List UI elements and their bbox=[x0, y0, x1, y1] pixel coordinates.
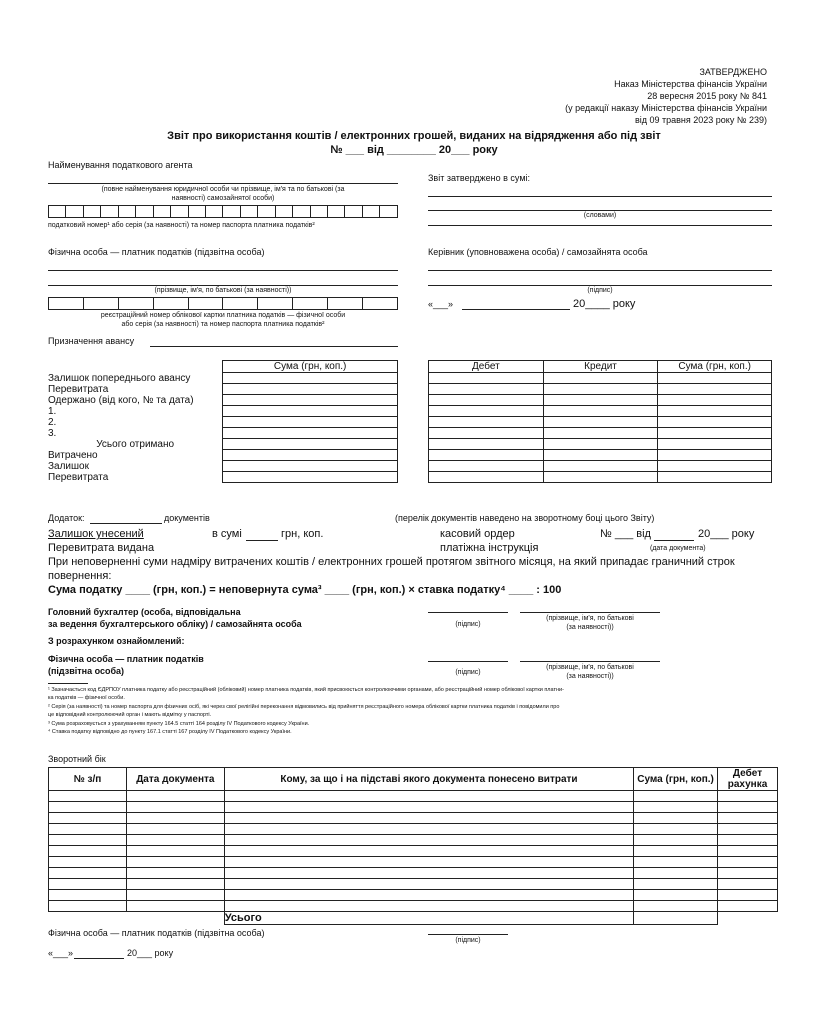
remainder-label: Залишок унесений bbox=[48, 528, 144, 540]
table-cell[interactable] bbox=[718, 846, 778, 857]
table-cell[interactable] bbox=[658, 439, 772, 450]
bottom-person-label: Фізична особа — платник податків (підзвітна особа) bbox=[48, 928, 265, 938]
table-cell[interactable] bbox=[49, 813, 127, 824]
accountant-name-line[interactable] bbox=[520, 612, 660, 613]
table-cell[interactable] bbox=[718, 824, 778, 835]
attachment-note: (перелік документів наведено на зворотному боці цього Звіту) bbox=[395, 513, 655, 523]
table-row: Усього отримано bbox=[48, 439, 223, 450]
table-cell[interactable] bbox=[224, 824, 633, 835]
table-cell[interactable] bbox=[658, 428, 772, 439]
approval-line: Наказ Міністерства фінансів України bbox=[614, 79, 767, 89]
sum-header: Сума (грн, коп.) bbox=[223, 361, 398, 373]
table-cell[interactable] bbox=[49, 802, 127, 813]
person-line[interactable] bbox=[48, 285, 398, 286]
approval-block bbox=[565, 66, 767, 126]
table-cell[interactable] bbox=[634, 846, 718, 857]
acquainted-label: З розрахунком ознайомлений: bbox=[48, 636, 185, 646]
approved-sum-label: Звіт затверджено в сумі: bbox=[428, 173, 531, 183]
person-sign-label: (підзвітна особа) bbox=[48, 666, 125, 676]
table-cell[interactable] bbox=[224, 868, 633, 879]
table-cell[interactable] bbox=[49, 835, 127, 846]
table-cell[interactable] bbox=[718, 791, 778, 802]
person-line[interactable] bbox=[48, 270, 398, 271]
advance-purpose-line[interactable] bbox=[150, 346, 398, 347]
table-cell[interactable] bbox=[49, 846, 127, 857]
head-date-line[interactable] bbox=[462, 309, 570, 310]
bottom-sign-line[interactable] bbox=[428, 934, 508, 935]
table-cell[interactable] bbox=[543, 384, 658, 395]
table-cell[interactable] bbox=[126, 791, 224, 802]
table-row: Перевитрата bbox=[48, 472, 223, 483]
approval-line: (у редакції наказу Міністерства фінансів України bbox=[565, 103, 767, 113]
table-cell[interactable] bbox=[658, 461, 772, 472]
table-cell[interactable] bbox=[429, 384, 544, 395]
table-cell[interactable] bbox=[658, 406, 772, 417]
attachment-label: Додаток: bbox=[48, 513, 85, 523]
report-title: Звіт про використання коштів / електронних грошей, виданих на відрядження або під звіт bbox=[167, 130, 661, 142]
head-line[interactable] bbox=[428, 270, 772, 271]
table-cell[interactable] bbox=[634, 879, 718, 890]
table-cell[interactable] bbox=[634, 868, 718, 879]
footnote: ка податків — фізичної особи. bbox=[48, 695, 125, 702]
table-cell[interactable] bbox=[658, 384, 772, 395]
table-row: 1. bbox=[48, 406, 223, 417]
table-cell[interactable] bbox=[634, 890, 718, 901]
attachment-suffix: документів bbox=[164, 513, 210, 523]
total-label: Усього bbox=[224, 912, 633, 925]
remainder-sum-line[interactable] bbox=[246, 540, 278, 541]
credit-header: Кредит bbox=[543, 361, 658, 373]
table-cell[interactable] bbox=[634, 824, 718, 835]
document-date-caption: (дата документа) bbox=[650, 545, 706, 552]
table-cell[interactable] bbox=[543, 439, 658, 450]
person-reg-caption: реєстраційний номер облікової картки платника податків — фізичної особи bbox=[100, 312, 346, 319]
table-cell[interactable] bbox=[224, 846, 633, 857]
person-reg-caption: або серія (за наявності) та номер паспорта платника податків² bbox=[121, 321, 325, 328]
table-row: Одержано (від кого, № та дата) bbox=[48, 395, 223, 406]
bottom-sign-caption: (підпис) bbox=[455, 937, 481, 944]
table-cell[interactable] bbox=[543, 395, 658, 406]
table-cell[interactable] bbox=[543, 472, 658, 483]
table-row: Залишок попереднього авансу bbox=[48, 373, 223, 384]
table-cell[interactable] bbox=[658, 395, 772, 406]
attachment-count-line[interactable] bbox=[90, 523, 162, 524]
table-cell[interactable] bbox=[49, 857, 127, 868]
sum-cell[interactable] bbox=[223, 450, 398, 461]
table-cell[interactable] bbox=[224, 835, 633, 846]
footnote: це відповідний контролюючий орган і мають відмітку у паспорті. bbox=[48, 712, 212, 719]
table-row: Перевитрата bbox=[48, 384, 223, 395]
col-header-number: № з/п bbox=[49, 768, 127, 791]
table-cell[interactable] bbox=[224, 791, 633, 802]
sum-cell[interactable] bbox=[223, 472, 398, 483]
table-cell[interactable] bbox=[126, 890, 224, 901]
approval-line: від 09 травня 2023 року № 239) bbox=[634, 115, 767, 125]
head-line[interactable] bbox=[428, 285, 772, 286]
nonreturn-text: повернення: bbox=[48, 570, 112, 582]
person-reg-number-cells[interactable] bbox=[48, 297, 398, 310]
table-cell[interactable] bbox=[429, 472, 544, 483]
table-cell[interactable] bbox=[543, 461, 658, 472]
table-cell[interactable] bbox=[718, 835, 778, 846]
table-row: Витрачено bbox=[48, 450, 223, 461]
table-cell[interactable] bbox=[429, 406, 544, 417]
approved-sum-words-caption: (словами) bbox=[583, 212, 617, 219]
name-caption: (за наявності)) bbox=[566, 624, 614, 631]
table-cell[interactable] bbox=[718, 802, 778, 813]
table-cell[interactable] bbox=[658, 472, 772, 483]
order-year: 20___ року bbox=[698, 528, 755, 540]
person-name-caption: (прізвище, ім'я, по батькові (за наявності)) bbox=[154, 287, 292, 294]
accountant-label: за ведення бухгалтерського обліку) / самозайнята особа bbox=[48, 619, 302, 629]
table-cell[interactable] bbox=[658, 450, 772, 461]
table-cell[interactable] bbox=[634, 802, 718, 813]
table-cell[interactable] bbox=[224, 802, 633, 813]
table-cell[interactable] bbox=[634, 901, 718, 912]
person-sign-label: Фізична особа — платник податків bbox=[48, 654, 204, 664]
cash-order-label: касовий ордер bbox=[440, 528, 515, 540]
order-number-prefix: № ___ від bbox=[600, 528, 651, 540]
sign-caption: (підпис) bbox=[455, 669, 481, 676]
table-cell[interactable] bbox=[49, 824, 127, 835]
table-cell[interactable] bbox=[634, 791, 718, 802]
name-caption: (прізвище, ім'я, по батькові bbox=[546, 615, 634, 622]
agent-heading: Найменування податкового агента bbox=[48, 160, 193, 170]
table-cell[interactable] bbox=[49, 791, 127, 802]
bottom-date-year: 20___ року bbox=[127, 948, 174, 958]
table-row: 2. bbox=[48, 417, 223, 428]
footnotes bbox=[48, 686, 564, 736]
head-sign-caption: (підпис) bbox=[587, 287, 613, 294]
approved-sum-line[interactable] bbox=[428, 225, 772, 226]
table-cell[interactable] bbox=[718, 879, 778, 890]
approved-sum-line[interactable] bbox=[428, 210, 772, 211]
agent-tax-caption: податковий номер¹ або серія (за наявності) та номер паспорта платника податків² bbox=[48, 222, 315, 229]
table-cell[interactable] bbox=[429, 417, 544, 428]
table-cell[interactable] bbox=[543, 406, 658, 417]
name-caption: (за наявності)) bbox=[566, 673, 614, 680]
table-cell[interactable] bbox=[543, 373, 658, 384]
sum-cell[interactable] bbox=[223, 384, 398, 395]
table-cell[interactable] bbox=[718, 857, 778, 868]
table-cell[interactable] bbox=[543, 428, 658, 439]
table-cell[interactable] bbox=[718, 901, 778, 912]
table-cell[interactable] bbox=[224, 901, 633, 912]
agent-name-line[interactable] bbox=[48, 183, 398, 184]
table-cell[interactable] bbox=[49, 890, 127, 901]
table-cell[interactable] bbox=[224, 890, 633, 901]
accountant-sign-line[interactable] bbox=[428, 612, 508, 613]
table-cell[interactable] bbox=[543, 450, 658, 461]
table-cell[interactable] bbox=[634, 835, 718, 846]
bottom-date-line[interactable] bbox=[74, 958, 124, 959]
table-cell[interactable] bbox=[658, 417, 772, 428]
person-sign-line[interactable] bbox=[428, 661, 508, 662]
table-cell[interactable] bbox=[126, 857, 224, 868]
remainder-sum-prefix: в сумі bbox=[212, 528, 242, 540]
advance-purpose-label: Призначення авансу bbox=[48, 336, 135, 346]
sum-cell[interactable] bbox=[223, 428, 398, 439]
table-cell[interactable] bbox=[658, 373, 772, 384]
table-row: 3. bbox=[48, 428, 223, 439]
bottom-date-day: «___» bbox=[48, 948, 74, 958]
footnote: ¹ Зазначається код ЄДРПОУ платника податку або реєстраційний (обліковий) номер платника податків, який присвоюється контролюючими органами, або реєстраційний номер облікової картки платни- bbox=[48, 687, 564, 693]
table-cell[interactable] bbox=[126, 813, 224, 824]
person-name-line[interactable] bbox=[520, 661, 660, 662]
agent-tax-number-cells[interactable] bbox=[48, 205, 398, 218]
sum-header: Сума (грн, коп.) bbox=[658, 361, 772, 373]
table-cell[interactable] bbox=[429, 373, 544, 384]
table-cell[interactable] bbox=[429, 450, 544, 461]
footnote: ³ Сума розраховується з урахуванням пункту 164.5 статті 164 розділу IV Податкового кодексу України. bbox=[48, 720, 310, 727]
payment-instruction-label: платіжна інструкція bbox=[440, 542, 539, 554]
name-caption: (прізвище, ім'я, по батькові bbox=[546, 664, 634, 671]
agent-name-caption: (повне найменування юридичної особи чи прізвище, ім'я та по батькові (за bbox=[101, 186, 345, 193]
sum-cell[interactable] bbox=[223, 395, 398, 406]
col-header-debit: Дебет рахунка bbox=[718, 768, 778, 791]
table-cell[interactable] bbox=[634, 813, 718, 824]
table-cell[interactable] bbox=[49, 868, 127, 879]
table-cell[interactable] bbox=[126, 846, 224, 857]
nonreturn-text: При неповерненні суми надміру витрачених коштів / електронних грошей протягом звітного місяця, на який припадає граничний строк bbox=[48, 556, 735, 568]
remainder-sum-suffix: грн, коп. bbox=[281, 528, 324, 540]
table-cell[interactable] bbox=[126, 802, 224, 813]
footnote-divider bbox=[48, 683, 88, 684]
table-cell[interactable] bbox=[543, 417, 658, 428]
report-number: № ___ від ________ 20___ року bbox=[330, 144, 498, 156]
sum-cell[interactable] bbox=[223, 439, 398, 450]
table-cell[interactable] bbox=[224, 813, 633, 824]
footnote: ⁴ Ставка податку відповідно до пункту 167.1 статті 167 розділу IV Податкового кодексу України. bbox=[48, 729, 292, 736]
table-cell[interactable] bbox=[126, 835, 224, 846]
advance-table bbox=[48, 360, 398, 483]
accountant-label: Головний бухгалтер (особа, відповідальна bbox=[48, 607, 241, 617]
overspend-label: Перевитрата видана bbox=[48, 542, 155, 554]
table-cell[interactable] bbox=[718, 813, 778, 824]
sign-caption: (підпис) bbox=[455, 621, 481, 628]
debit-header: Дебет bbox=[429, 361, 544, 373]
tax-formula: Сума податку ____ (грн, коп.) = неповернута сума³ ____ (грн, коп.) × ставка податку⁴ ____ : 100 bbox=[48, 584, 562, 596]
table-cell[interactable] bbox=[126, 901, 224, 912]
back-side-title: Зворотний бік bbox=[48, 754, 106, 764]
expenses-table bbox=[48, 767, 778, 925]
approval-line: ЗАТВЕРДЖЕНО bbox=[699, 67, 767, 77]
table-cell[interactable] bbox=[429, 395, 544, 406]
table-cell[interactable] bbox=[126, 879, 224, 890]
footnote: ² Серія (за наявності) та номер паспорта для фізичних осіб, які через свої релігійні переконання відмовились від прийняття реєстраційного номера облікової картки платника податків і повідомили про bbox=[48, 703, 560, 710]
col-header-sum: Сума (грн, коп.) bbox=[634, 768, 718, 791]
approved-sum-line[interactable] bbox=[428, 196, 772, 197]
table-row: Залишок bbox=[48, 461, 223, 472]
person-heading: Фізична особа — платник податків (підзвітна особа) bbox=[48, 247, 265, 257]
table-cell[interactable] bbox=[718, 890, 778, 901]
sum-cell[interactable] bbox=[223, 461, 398, 472]
head-heading: Керівник (уповноважена особа) / самозайнята особа bbox=[428, 247, 648, 257]
table-cell[interactable] bbox=[126, 868, 224, 879]
table-cell[interactable] bbox=[49, 879, 127, 890]
col-header-date: Дата документа bbox=[126, 768, 224, 791]
sum-cell[interactable] bbox=[223, 373, 398, 384]
total-sum-cell[interactable] bbox=[634, 912, 718, 925]
table-cell[interactable] bbox=[429, 439, 544, 450]
table-cell[interactable] bbox=[224, 879, 633, 890]
col-header-description: Кому, за що і на підставі якого документа понесено витрати bbox=[224, 768, 633, 791]
table-cell[interactable] bbox=[126, 824, 224, 835]
table-cell[interactable] bbox=[224, 857, 633, 868]
head-date-year: 20____ року bbox=[573, 298, 636, 310]
head-date-day: «___» bbox=[428, 299, 454, 309]
table-cell[interactable] bbox=[429, 461, 544, 472]
order-date-line[interactable] bbox=[654, 540, 694, 541]
table-cell[interactable] bbox=[429, 428, 544, 439]
sum-cell[interactable] bbox=[223, 417, 398, 428]
approval-line: 28 вересня 2015 року № 841 bbox=[647, 91, 767, 101]
sum-cell[interactable] bbox=[223, 406, 398, 417]
agent-name-caption: наявності) самозайнятої особи) bbox=[171, 195, 275, 202]
table-cell[interactable] bbox=[718, 868, 778, 879]
table-cell[interactable] bbox=[634, 857, 718, 868]
accounting-table bbox=[428, 360, 772, 483]
table-cell[interactable] bbox=[49, 901, 127, 912]
